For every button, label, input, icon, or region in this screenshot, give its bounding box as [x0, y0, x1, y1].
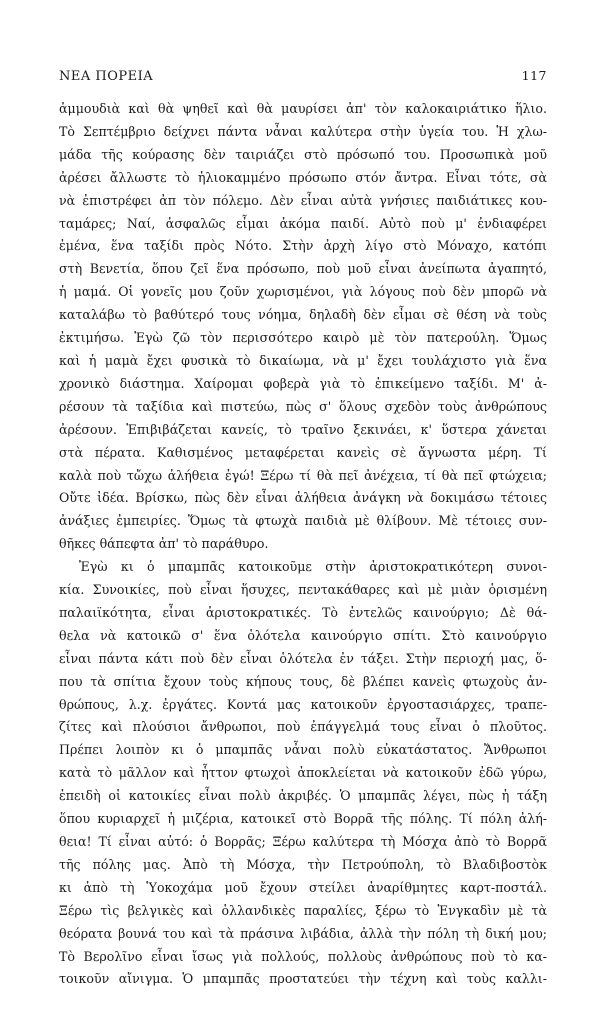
page-number: 117 — [521, 68, 547, 83]
text-line: Τὸ Βερολῖνο εἶναι ἴσως γιὰ πολλούς, πολλοὺς ἀνθρώπους ποὺ τὸ κα- — [59, 948, 547, 964]
running-title: ΝΕΑ ΠΟΡΕΙΑ — [59, 69, 154, 84]
text-line: τῆς πόλης μας. Ἀπὸ τὴ Μόσχα, τὴν Πετρούπολη, τὸ Βλαδιβοστὸκ — [59, 856, 547, 872]
text-line: ἐμένα, ἕνα ταξίδι πρὸς Νότο. Στὴν ἀρχὴ λίγο στὸ Μόναχο, κατόπι — [59, 238, 547, 254]
text-line: ὅπου κυριαρχεῖ ἡ μιζέρια, κατοικεῖ στὸ Βορρᾶ τῆς πόλης. Τί πόλη ἀλή- — [59, 811, 547, 827]
text-line: παλαιϊκότητα, εἶναι ἀριστοκρατικές. Τὸ ἐντελῶς καινούργιο; Δὲ θά- — [59, 604, 547, 620]
text-line: ζίτες καὶ πλούσιοι ἄνθρωποι, ποὺ ἐπάγγελμά τους εἶναι ὁ πλοῦτος. — [59, 719, 547, 735]
text-line: ἐπειδὴ οἱ κατοικίες εἶναι πολὺ ἀκριβές. Ὁ μπαμπᾶς λέγει, πὼς ἡ τάξη — [59, 788, 547, 804]
text-line: στὰ πέρατα. Καθισμένος μεταφέρεται κανεὶς σὲ ἄγνωστα μέρη. Τί — [59, 444, 547, 460]
text-line: Ξέρω τὶς βελγικὲς καὶ ὁλλανδικὲς παραλίες, ξέρω τὸ Ἐνγκαδὶν μὲ τὰ — [59, 902, 547, 918]
text-line: θρώπους, λ.χ. ἐργάτες. Κοντά μας κατοικοῦν ἐργοστασιάρχες, τραπε- — [59, 696, 547, 712]
text-line: καὶ ἡ μαμὰ ἔχει φυσικὰ τὸ δικαίωμα, νὰ μ' ἔχει τουλάχιστο γιὰ ἕνα — [59, 352, 547, 368]
text-line: μάδα τῆς κούρασης δὲν ταιριάζει στὸ πρόσωπό του. Προσωπικὰ μοῦ — [59, 146, 547, 162]
paragraph — [59, 98, 547, 556]
text-line: ἡ μαμά. Οἱ γονεῖς μου ζοῦν χωρισμένοι, γιὰ λόγους ποὺ δὲν μπορῶ νὰ — [59, 284, 547, 300]
text-line: κι ἀπὸ τὴ Ὑοκοχάμα μοῦ ἔχουν στείλει ἀναρίθμητες καρτ-ποστάλ. — [59, 879, 547, 895]
paragraph — [59, 556, 547, 991]
text-line: τοικοῦν αἴνιγμα. Ὁ μπαμπᾶς προστατεύει τὴν τέχνη καὶ τοὺς καλλι- — [59, 971, 547, 987]
text-line: ἀνάξιες ἐμπειρίες. Ὅμως τὰ φτωχὰ παιδιὰ μὲ θλίβουν. Μὲ τέτοιες συν- — [59, 513, 547, 529]
text-line: καλὰ ποὺ τὤχω ἀλήθεια ἐγώ! Ξέρω τί θὰ πεῖ ἀνέχεια, τί θὰ πεῖ φτώχεια; — [59, 467, 547, 483]
body-text — [59, 98, 547, 991]
text-line: καταλάβω τὸ βαθύτερό τους νόημα, δηλαδὴ δὲν εἶμαι σὲ θέση νὰ τοὺς — [59, 307, 547, 323]
text-line: ἀρέσουν. Ἐπιβιβάζεται κανείς, τὸ τραῖνο ξεκινάει, κ' ὕστερα χάνεται — [59, 421, 547, 437]
text-line: ρέσουν τὰ ταξίδια καὶ πιστεύω, πὼς σ' ὅλους σχεδὸν τοὺς ἀνθρώπους — [59, 398, 547, 414]
text-line: ἀμμουδιὰ καὶ θὰ ψηθεῖ καὶ θὰ μαυρίσει ἀπ' τὸν καλοκαιριάτικο ἥλιο. — [59, 101, 547, 116]
text-line: ἀρέσει ἄλλωστε τὸ ἡλιοκαμμένο πρόσωπο στόν ἄντρα. Εἶναι τότε, σὰ — [59, 169, 547, 185]
text-line: θεόρατα βουνά του καὶ τὰ πράσινα λιβάδια, ἀλλὰ τὴν πόλη τὴ δική μου; — [59, 925, 547, 941]
text-line: Τὸ Σεπτέμβριο δείχνει πάντα νἆναι καλύτερα στὴν ὑγεία του. Ἡ χλω- — [59, 123, 547, 139]
text-line: εἶναι πάντα κάτι ποὺ δὲν εἶναι ὁλότελα ἐν τάξει. Στὴν περιοχή μας, ὅ- — [59, 650, 547, 666]
text-line: θῆκες θάπεφτα ἀπ' τὸ παράθυρο. — [59, 536, 269, 552]
text-line: που τὰ σπίτια ἔχουν τοὺς κήπους τους, δὲ βλέπει κανεὶς φτωχοὺς ἀν- — [59, 673, 547, 689]
text-line: ἐκτιμήσω. Ἐγὼ ζῶ τὸν περισσότερο καιρὸ μὲ τὸν πατερούλη. Ὅμως — [59, 330, 547, 346]
text-line: Πρέπει λοιπὸν κι ὁ μπαμπᾶς νἆναι πολὺ εὐκατάστατος. Ἄνθρωποι — [59, 742, 547, 758]
text-line: ταμάρες; Ναί, ἀσφαλῶς εἶμαι ἀκόμα παιδί. Αὐτὸ ποὺ μ' ἐνδιαφέρει — [59, 215, 547, 231]
text-line: κατὰ τὸ μᾶλλον καὶ ἧττον φτωχοὶ ἀποκλείεται νὰ κατοικοῦν ἐδῶ γύρω, — [59, 765, 547, 781]
text-line: χρονικὸ διάστημα. Χαίρομαι φοβερὰ γιὰ τὸ ἐπικείμενο ταξίδι. Μ' ἀ- — [59, 375, 547, 391]
text-line: Οὔτε ἰδέα. Βρίσκω, πὼς δὲν εἶναι ἀλήθεια ἀνάγκη νὰ δοκιμάσω τέτοιες — [59, 490, 547, 506]
text-line: στὴ Βενετία, ὅπου ζεῖ ἕνα πρόσωπο, ποὺ μοῦ εἶναι ἀνείπωτα ἀγαπητό, — [59, 261, 547, 277]
book-page — [59, 68, 547, 991]
text-line: θελα νὰ κατοικῶ σ' ἕνα ὁλότελα καινούργιο σπίτι. Στὸ καινούργιο — [59, 627, 547, 643]
text-line: νὰ ἐπιστρέφει ἀπ τὸν πόλεμο. Δὲν εἶναι αὐτὰ γνήσιες παιδιάτικες κου- — [59, 192, 547, 208]
text-line: θεια! Τί εἶναι αὐτό: ὁ Βορρᾶς; Ξέρω καλύτερα τὴ Μόσχα ἀπὸ τὸ Βορρᾶ — [59, 834, 547, 849]
running-header — [59, 68, 547, 84]
text-line: Ἐγὼ κι ὁ μπαμπᾶς κατοικοῦμε στὴν ἀριστοκρατικότερη συνοι- — [79, 559, 547, 575]
text-line: κία. Συνοικίες, ποὺ εἶναι ἥσυχες, πεντακάθαρες καὶ μὲ μιὰν ὁρισμένη — [59, 582, 547, 598]
